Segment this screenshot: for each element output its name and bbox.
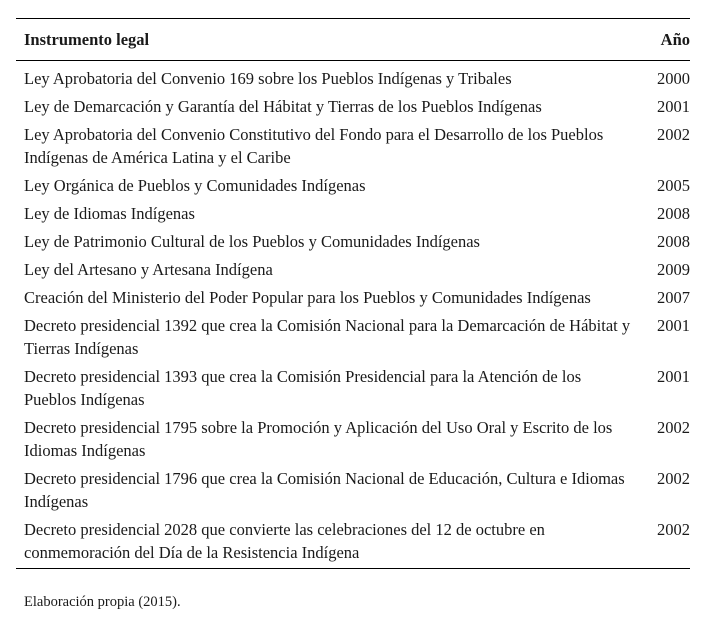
legal-instruments-table [16, 18, 690, 569]
cell-year: 2002 [657, 418, 690, 437]
cell-year: 2005 [657, 176, 690, 195]
cell-year: 2001 [657, 97, 690, 116]
table-row [16, 414, 690, 465]
table-row [16, 516, 690, 569]
cell-instrument: Decreto presidencial 1796 que crea la Comisión Nacional de Educación, Cultura e Idiomas Indígenas [24, 469, 625, 511]
cell-instrument: Ley de Patrimonio Cultural de los Pueblos y Comunidades Indígenas [24, 232, 480, 251]
cell-year: 2002 [646, 516, 690, 569]
table-row [16, 172, 690, 200]
table-row [16, 363, 690, 414]
cell-instrument: Creación del Ministerio del Poder Popular para los Pueblos y Comunidades Indígenas [24, 288, 591, 307]
legal-instruments-table-container [16, 18, 690, 569]
source-note: Elaboración propia (2015). [24, 594, 181, 610]
cell-year: 2002 [657, 469, 690, 488]
table-row [16, 121, 690, 172]
cell-instrument: Ley de Idiomas Indígenas [24, 204, 195, 223]
header-instrument: Instrumento legal [16, 19, 646, 61]
cell-year: 2009 [657, 260, 690, 279]
table-row [16, 93, 690, 121]
header-year: Año [646, 19, 690, 61]
cell-instrument: Decreto presidencial 1795 sobre la Promoción y Aplicación del Uso Oral y Escrito de los Idiomas Indígenas [24, 418, 613, 460]
cell-instrument: Ley del Artesano y Artesana Indígena [24, 260, 273, 279]
table-body [16, 61, 690, 569]
cell-year: 2002 [657, 125, 690, 144]
cell-instrument: Ley Orgánica de Pueblos y Comunidades Indígenas [24, 176, 366, 195]
table-row [16, 200, 690, 228]
table-row [16, 256, 690, 284]
cell-instrument: Ley de Demarcación y Garantía del Hábitat y Tierras de los Pueblos Indígenas [24, 97, 542, 116]
cell-year: 2008 [657, 204, 690, 223]
cell-year: 2007 [657, 288, 690, 307]
table-header [16, 19, 690, 61]
table-row [16, 284, 690, 312]
cell-instrument: Decreto presidencial 1393 que crea la Comisión Presidencial para la Atención de los Pueblos Indígenas [24, 367, 582, 409]
cell-instrument: Ley Aprobatoria del Convenio 169 sobre los Pueblos Indígenas y Tribales [24, 69, 512, 88]
header-row [16, 19, 690, 61]
table-row [16, 465, 690, 516]
cell-year: 2001 [657, 316, 690, 335]
table-row [16, 61, 690, 93]
cell-year: 2001 [657, 367, 690, 386]
cell-year: 2000 [657, 69, 690, 88]
cell-year: 2008 [657, 232, 690, 251]
cell-instrument: Decreto presidencial 2028 que convierte las celebraciones del 12 de octubre en conmemoración del Día de la Resistencia Indígena [16, 516, 646, 569]
cell-instrument: Decreto presidencial 1392 que crea la Comisión Nacional para la Demarcación de Hábitat y Tierras Indígenas [24, 316, 631, 358]
table-row [16, 312, 690, 363]
table-row [16, 228, 690, 256]
cell-instrument: Ley Aprobatoria del Convenio Constitutivo del Fondo para el Desarrollo de los Pueblos Indígenas de América Latina y el Caribe [24, 125, 604, 167]
